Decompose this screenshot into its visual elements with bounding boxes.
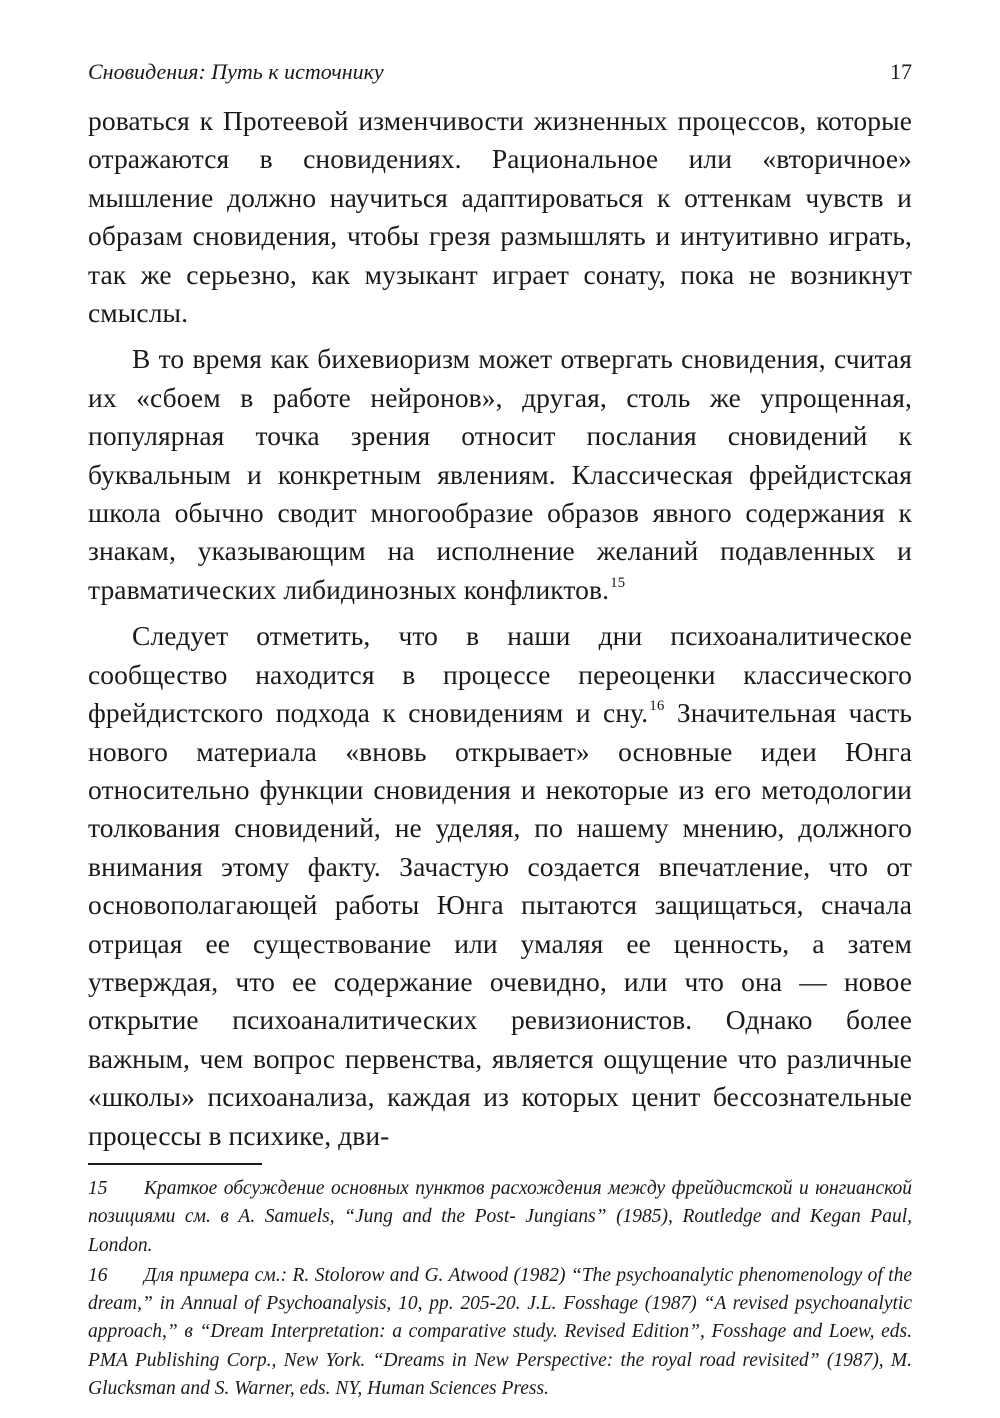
paragraph-3-text-before: Следует отметить, что в наши дни психоаналитическое сообщество находится в процессе переоценки классического фрейдистского подхода к сновидениям и сну.	[88, 620, 912, 729]
main-text	[88, 102, 912, 1155]
footnote-ref-15[interactable]: 15	[610, 574, 626, 591]
footnote-divider	[88, 1163, 262, 1165]
footnote-16-text: Для примера см.: R. Stolorow and G. Atwood (1982) “The psychoanalytic phenomenology of the dream,” in Annual of Psychoanalysis, 10, pp. 205-20. J.L. Fosshage (1987) “A revised psychoanalytic approach,” в “Dream Interpretation: a comparative study. Revised Edition”, Fosshage and Loew, eds. PMA Publishing Corp., New York. “Dreams in New Perspective: the royal road revisited” (1987), M. Glucksman and S. Warner, eds. NY, Human Sciences Press.	[88, 1264, 912, 1400]
paragraph-2	[88, 340, 912, 609]
paragraph-2-text: В то время как бихевиоризм может отвергать сновидения, считая их «сбоем в работе нейронов», другая, столь же упрощенная, популярная точка зрения относит послания сновидений к буквальным и конкретным явлениям. Классическая фрейдистская школа обычно сводит многообразие образов явного содержания к знакам, указывающим на исполнение желаний подавленных и травматических либидинозных конфликтов.	[88, 343, 912, 605]
footnote-16-number: 16	[88, 1264, 108, 1286]
running-head-title: Сновидения: Путь к источнику	[88, 59, 384, 84]
paragraph-1-text: роваться к Протеевой изменчивости жизненных процессов, которые отражаются в сновидениях. Рациональное или «вторичное» мышление должно научиться адаптироваться к оттенкам чувств и образам сновидения, чтобы грезя размышлять и интуитивно играть, так же серьезно, как музыкант играет сонату, пока не возникнут смыслы.	[88, 105, 912, 329]
paragraph-3	[88, 617, 912, 1155]
footnote-15	[88, 1175, 912, 1260]
footnote-15-text: Краткое обсуждение основных пунктов расхождения между фрейдистской и юнгианской позициями см. в A. Samuels, “Jung and the Post- Jungians” (1985), Routledge and Kegan Paul, London.	[88, 1177, 912, 1256]
running-header	[88, 56, 912, 96]
paragraph-3-text-after: Значительная часть нового материала «вновь открывает» основные идеи Юнга относительно функции сновидения и некоторые из его методологии толкования сновидений, не уделяя, по нашему мнению, должного внимания этому факту. Зачастую создается впечатление, что от основополагающей работы Юнга пытаются защищаться, сначала отрицая ее существование или умаляя ее ценность, а затем утверждая, что ее содержание очевидно, или что она — новое открытие психоаналитических ревизионистов. Однако более важным, чем вопрос первенства, является ощущение что различные «школы» психоанализа, каждая из которых ценит бессознательные процессы в психике, дви-	[88, 697, 912, 1151]
footnote-ref-16[interactable]: 16	[649, 698, 665, 715]
footnotes-section	[88, 1175, 912, 1403]
paragraph-1	[88, 102, 912, 332]
footnote-15-number: 15	[88, 1177, 108, 1199]
book-page	[88, 56, 912, 1400]
page-number: 17	[890, 59, 912, 84]
footnote-16	[88, 1262, 912, 1403]
